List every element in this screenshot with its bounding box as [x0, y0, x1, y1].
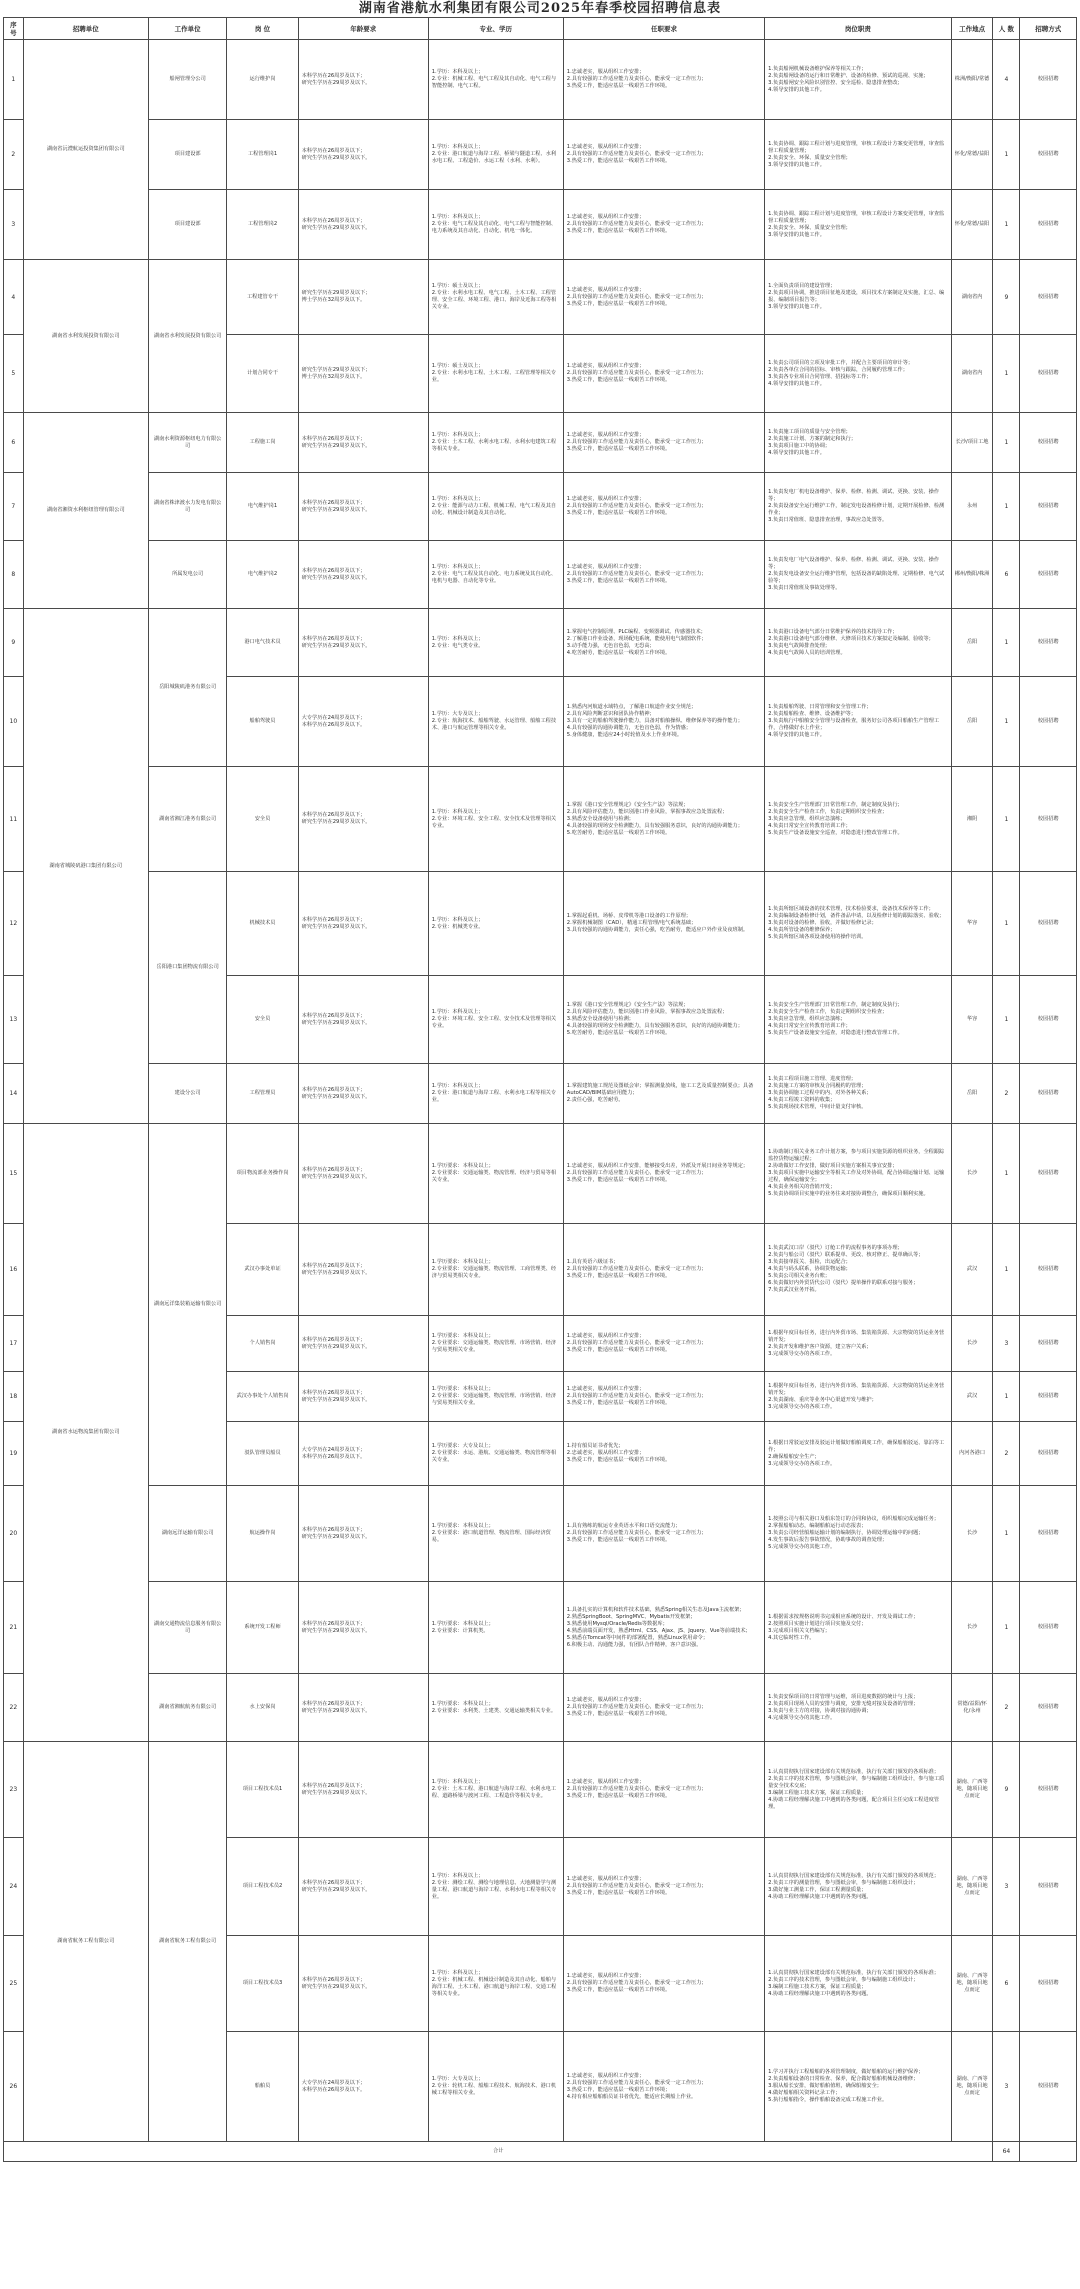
cell-headcount: 1: [993, 1582, 1020, 1674]
cell-job-duties: 1.负责安全生产管理部门日常管理工作，制定制度及执行； 2.负责安全生产检查工作，负责定期组织安全检查； 3.负责应急管理，组织应急演练； 4.负责日常安全宣传教育培训工作； 5.负责生产设备设施安全巡查，对隐患进行整改管理工作。: [765, 767, 952, 872]
cell-age-requirement: 本科学历在26周岁及以下； 研究生学历在29周岁及以下。: [298, 40, 428, 120]
cell-seq: 1: [4, 40, 24, 120]
total-row: [4, 2142, 1077, 2162]
cell-work-place: 长沙: [951, 1582, 993, 1674]
cell-work-place: 岳阳: [951, 1064, 993, 1124]
cell-post: 港口电气技术员: [227, 609, 298, 677]
cell-job-requirements: 1.熟悉内河航道水域特点，了解港口航道作业安全规范； 2.具有风险判断意识和团队协作精神； 3.具有一定的船舶驾驶操作能力，具备对船舶操纵、维修保养等的操作能力； 4.具有较强的沟通协调能力，无色盲色弱，作为情感； 5.身体健康，能适应24小时轮值及水上作业环境。: [563, 677, 764, 767]
table-row: [4, 1674, 1077, 1742]
cell-age-requirement: 本科学历在26周岁及以下； 研究生学历在29周岁及以下。: [298, 473, 428, 541]
cell-post: 运行维护岗: [227, 40, 298, 120]
cell-headcount: 1: [993, 1486, 1020, 1582]
cell-major-education: 1.学历要求：本科及以上； 2.专业要求：交通运输类、物流管理、工商管理类、经济与贸易类相关专业。: [428, 1224, 563, 1316]
cell-employer: 湖南省水利发展投资有限公司: [23, 260, 148, 413]
header-duties: 岗位职责: [765, 18, 952, 40]
cell-work-place: 长沙: [951, 1316, 993, 1372]
cell-job-requirements: 1.掌握起重机、场桥、皮带机等港口设备的工作原理； 2.掌握机械制图（CAD），精通工程管理/电气系统基础； 3.具有较强的沟通协调能力，责任心强，吃苦耐劳，能适应户外作业及夜班制。: [563, 872, 764, 976]
cell-work-place: 湘阴: [951, 767, 993, 872]
table-row: [4, 767, 1077, 872]
cell-job-requirements: 1.忠诚老实，服从组织工作安排； 2.具有较强的工作适应能力及责任心，能承受一定工作压力； 3.热爱工作，能适应基层一线艰苦工作环境。: [563, 120, 764, 190]
header-major: 专业、学历: [428, 18, 563, 40]
cell-post: 项目工程技术员1: [227, 1742, 298, 1838]
cell-age-requirement: 本科学历在26周岁及以下； 研究生学历在29周岁及以下。: [298, 190, 428, 260]
cell-age-requirement: 本科学历在26周岁及以下； 研究生学历在29周岁及以下。: [298, 872, 428, 976]
cell-headcount: 1: [993, 413, 1020, 473]
cell-headcount: 1: [993, 473, 1020, 541]
cell-headcount: 1: [993, 976, 1020, 1064]
cell-recruit-method: 校园招聘: [1020, 1224, 1077, 1316]
cell-seq: 19: [4, 1422, 24, 1486]
cell-post: 工程施工岗: [227, 413, 298, 473]
cell-work-unit: 岳阳港口集团物流有限公司: [148, 872, 227, 1064]
cell-recruit-method: 校园招聘: [1020, 1064, 1077, 1124]
cell-post: 工程建管专干: [227, 260, 298, 335]
cell-job-duties: 1.根据年度目标任务，进行内外贸市场、集装箱货源、大宗物资的货运业务营销开发； 2.负责湖南、重庆等业务中心渠道开发与维护； 3.完成领导交办的各项工作。: [765, 1372, 952, 1422]
cell-major-education: 1.学历：本科及以上； 2.专业：土木工程、水利水电工程、水利水电建筑工程等相关专业。: [428, 413, 563, 473]
cell-employer: 湖南省城陵矶港口集团有限公司: [23, 609, 148, 1124]
cell-job-duties: 1.负责发电厂机电设备维护、保养、检修、检测、调试、更换、安装、操作等； 2.负责设备安全运行维护工作，制定发电设备检修计划，定期开展检修、检测作业； 3.负责日常值班、隐患排查治理，事故应急处置等。: [765, 473, 952, 541]
cell-recruit-method: 校园招聘: [1020, 120, 1077, 190]
cell-post: 电气维护岗1: [227, 473, 298, 541]
cell-post: 电气维护岗2: [227, 541, 298, 609]
cell-job-duties: 1.负责武汉口岸（驳代）订舱工作的流程事务的事项办理； 2.负责与船公司（驳代）联系提单、更改、核对修正、提单确认等； 3.负责接单报关、报检，出运配合； 4.负责与码头联系，协调货物运输； 5.负责公司相关业务台账； 6.负责做好内外贸货代公司（驳代）提单操作的联系对接与服务； 7.负责武汉业务开拓。: [765, 1224, 952, 1316]
cell-seq: 13: [4, 976, 24, 1064]
cell-work-place: 岳阳: [951, 609, 993, 677]
cell-age-requirement: 本科学历在26周岁及以下； 研究生学历在29周岁及以下。: [298, 120, 428, 190]
cell-work-place: 株洲/衡阳/常德: [951, 40, 993, 120]
cell-age-requirement: 大专学历在24周岁及以下； 本科学历在26周岁及以下。: [298, 1422, 428, 1486]
cell-seq: 2: [4, 120, 24, 190]
cell-seq: 12: [4, 872, 24, 976]
cell-headcount: 1: [993, 767, 1020, 872]
cell-major-education: 1.学历：本科及以上； 2.专业：电气工程及其自动化、电气工程与智能控制、电力系统及其自动化、自动化、机电一体化。: [428, 190, 563, 260]
cell-job-requirements: 1.忠诚老实，服从组织工作安排； 2.具有较强的工作适应能力及责任心，能承受一定工作压力； 3.热爱工作，能适应基层一线艰苦工作环境。: [563, 1372, 764, 1422]
cell-recruit-method: 校园招聘: [1020, 1742, 1077, 1838]
cell-major-education: 1.学历：本科及以上； 2.专业：机械类专业。: [428, 872, 563, 976]
cell-work-unit: 湖南省株津渡水力发电有限公司: [148, 473, 227, 541]
cell-major-education: 1.学历要求：本科及以上； 2.专业要求：交通运输类、物流管理、市场营销、经济与贸易类相关专业。: [428, 1316, 563, 1372]
cell-headcount: 1: [993, 609, 1020, 677]
cell-work-place: 湖南、广西等地，随项目地点而定: [951, 1936, 993, 2032]
cell-recruit-method: 校园招聘: [1020, 335, 1077, 413]
table-row: [4, 541, 1077, 609]
cell-seq: 4: [4, 260, 24, 335]
header-method: 招聘方式: [1020, 18, 1077, 40]
cell-post: 项目物流部业务操作岗: [227, 1124, 298, 1224]
header-employer: 招聘单位: [23, 18, 148, 40]
cell-work-place: 湖南、广西等地，随项目地点而定: [951, 1742, 993, 1838]
cell-headcount: 1: [993, 1224, 1020, 1316]
cell-work-unit: 建设分公司: [148, 1064, 227, 1124]
cell-headcount: 9: [993, 1742, 1020, 1838]
cell-seq: 20: [4, 1486, 24, 1582]
cell-job-duties: 1.负责船闸机械设备维护保养等相关工作； 2.负责船闸设备的运行和日常维护、设备的检修、预试的巡视、实施； 3.负责船闸安全风险识别管控、安全巡检、隐患排查整改； 4.领导安排的其他工作。: [765, 40, 952, 120]
cell-headcount: 1: [993, 190, 1020, 260]
cell-recruit-method: 校园招聘: [1020, 1486, 1077, 1582]
cell-work-place: 怀化/常德/益阳: [951, 190, 993, 260]
cell-seq: 17: [4, 1316, 24, 1372]
cell-work-place: 华容: [951, 976, 993, 1064]
cell-post: 驳队管理员船员: [227, 1422, 298, 1486]
cell-age-requirement: 研究生学历在29周岁及以下； 博士学历在32周岁及以下。: [298, 335, 428, 413]
cell-post: 工程管理岗2: [227, 190, 298, 260]
cell-post: 系统开发工程师: [227, 1582, 298, 1674]
cell-employer: 湖南省湘资水利枢纽管理有限公司: [23, 413, 148, 609]
cell-job-duties: 1.负责船舶驾驶、日常管理和安全管理工作； 2.负责船舶检查、维修、设备维护等； 3.负责航行中船舶安全管理与设备检查，服务好公司各项目船舶生产管理工作，合格做好水上作业； 4.领导安排的其他工作。: [765, 677, 952, 767]
cell-job-requirements: 1.忠诚老实，服从组织工作安排； 2.具有较强的工作适应能力及责任心，能承受一定工作压力； 3.热爱工作，能适应基层一线艰苦工作环境。: [563, 335, 764, 413]
cell-age-requirement: 本科学历在26周岁及以下； 研究生学历在29周岁及以下。: [298, 1582, 428, 1674]
cell-seq: 7: [4, 473, 24, 541]
cell-work-unit: 湖南水利资源枢纽电力有限公司: [148, 413, 227, 473]
cell-headcount: 1: [993, 120, 1020, 190]
cell-work-place: 湖南、广西等地，随项目地点而定: [951, 2032, 993, 2142]
cell-job-requirements: 1.忠诚老实，服从组织工作安排； 2.具有较强的工作适应能力及责任心，能承受一定工作压力； 3.热爱工作，能适应基层一线艰苦工作环境。: [563, 413, 764, 473]
cell-job-requirements: 1.忠诚老实，服从组织工作安排； 2.具有较强的工作适应能力及责任心，能承受一定工作压力； 3.热爱工作，能适应基层一线艰苦工作环境。: [563, 1838, 764, 1936]
cell-job-duties: 1.负责公司项目的立项及审批工作，并配合主要项目的审计等； 2.负责各单位合同的招标、审核与跟踪，合同履约管理工作； 3.负责各专业项目合同管理、招投标等工作； 4.领导安排的其他工作。: [765, 335, 952, 413]
cell-job-requirements: 1.忠诚老实，服从组织工作安排； 2.具有较强的工作适应能力及责任心，能承受一定工作压力； 3.热爱工作，能适应基层一线艰苦工作环境。: [563, 541, 764, 609]
cell-age-requirement: 本科学历在26周岁及以下； 研究生学历在29周岁及以下。: [298, 1316, 428, 1372]
header-place: 工作地点: [951, 18, 993, 40]
cell-recruit-method: 校园招聘: [1020, 2032, 1077, 2142]
cell-recruit-method: 校园招聘: [1020, 677, 1077, 767]
header-age: 年龄要求: [298, 18, 428, 40]
cell-job-duties: 1.根据需求按规格说明书完成相应系统的设计、开发及调试工作； 2.按照项目实施计划进行项目实施及交付； 3.完成项目相关文档编写； 4.其它临时性工作。: [765, 1582, 952, 1674]
cell-job-duties: 1.认真贯彻执行国家建设部有关规范标准，执行有关部门颁发的各项标准； 2.负责工序的技术管理，参与图纸会审，参与编制施工组织设计； 3.编制工程施工技术方案，保证工程质量； 4.协助工程经理解决施工中遇到的各类问题。: [765, 1936, 952, 2032]
cell-age-requirement: 研究生学历在29周岁及以下； 博士学历在32周岁及以下。: [298, 260, 428, 335]
cell-recruit-method: 校园招聘: [1020, 767, 1077, 872]
cell-recruit-method: 校园招聘: [1020, 413, 1077, 473]
cell-major-education: 1.学历：本科及以上； 2.专业：测绘工程、测绘与地理信息、大地测量学与测量工程、港口航道与海岸工程、水利水电工程等相关专业。: [428, 1838, 563, 1936]
cell-job-duties: 1.负责安保项目的日常管理与运维，项目进度数据的统计与上报； 2.负责项目现场人员的安排与调度，安排无缝对接及设备的管理； 3.负责与业主方的对接，协调对接沟通协调； 4.完成领导交办的其他工作。: [765, 1674, 952, 1742]
cell-employer: 湖南省水运物流集团有限公司: [23, 1124, 148, 1742]
table-row: [4, 473, 1077, 541]
cell-work-place: 湖南省内: [951, 335, 993, 413]
cell-work-unit: 湖南远洋集装箱运输有限公司: [148, 1124, 227, 1486]
cell-recruit-method: 校园招聘: [1020, 976, 1077, 1064]
cell-job-duties: 1.负责所辖区域设备的技术管理，技术检验要求，设备技术保养等工作； 2.负责编制设备检修计划，备件备品申请，以及检修计划的跟踪落实、验收； 3.负责对设备的检修、验收，并做好检修记录； 4.负责所管设备的维修保养； 5.负责所辖区域各项设备使用的操作培训。: [765, 872, 952, 976]
cell-recruit-method: 校园招聘: [1020, 1674, 1077, 1742]
cell-work-place: 武汉: [951, 1224, 993, 1316]
cell-job-requirements: 1.掌握《港口安全管理规定》《安全生产法》等法规； 2.具有风险评估能力，能识别港口作业风险，掌握事故应急处置流程； 3.熟悉安全设备使用与检测； 4.具备较强的现场安全检测能力，具有较强服务意识，良好的沟通协调能力； 5.吃苦耐劳，能适应基层一线艰苦工作环境。: [563, 767, 764, 872]
cell-job-requirements: 1.具有熟练的航运专业英语水平和口语交流能力； 2.具有较强的工作适应能力及责任心，能承受一定工作压力； 3.热爱工作，能适应基层一线艰苦工作环境。: [563, 1486, 764, 1582]
cell-seq: 15: [4, 1124, 24, 1224]
cell-work-unit: 湖南远洋运输有限公司: [148, 1486, 227, 1582]
cell-headcount: 3: [993, 2032, 1020, 2142]
table-row: [4, 413, 1077, 473]
cell-seq: 14: [4, 1064, 24, 1124]
cell-major-education: 1.学历要求：大专及以上； 2.专业要求：水运、港航、交通运输类、物流管理等相关专业。: [428, 1422, 563, 1486]
cell-work-unit: 岳阳城陵矶港务有限公司: [148, 609, 227, 767]
cell-employer: 湖南省航务工程有限公司: [23, 1742, 148, 2142]
cell-recruit-method: 校园招聘: [1020, 1372, 1077, 1422]
cell-age-requirement: 本科学历在26周岁及以下； 研究生学历在29周岁及以下。: [298, 1486, 428, 1582]
cell-post: 武汉办事处个人销售岗: [227, 1372, 298, 1422]
cell-job-requirements: 1.具有英语六级证书； 2.具有较强的工作适应能力及责任心，能承受一定工作压力； 3.热爱工作，能适应基层一线艰苦工作环境。: [563, 1224, 764, 1316]
cell-job-requirements: 1.掌握电气控制原理、PLC编程、变频器调试、传感器技术； 2.了解港口作业设备，现场配电系统，能使用电气制图软件； 3.动手能力强，无色盲色弱，无恐高； 4.吃苦耐劳，能适应基层一线艰苦工作环境。: [563, 609, 764, 677]
cell-job-duties: 1.协助制订相关业务工作计划方案，参与项目实施货源的组织业务，全程跟踪监控货物运输过程； 2.协助做好工作安排，做好项目实施方案相关事宜安排； 3.负责项目实施中运输安全等相关工作及对外协调，配合协调运输计划、运输过程，确保运输安全； 4.负责业务相关的营销开发； 5.负责协调项目实施中的业务往来对接协调整合，确保项目顺利实施。: [765, 1124, 952, 1224]
cell-major-education: 1.学历：本科及以上； 2.专业：机械工程、机械设计制造及其自动化、船舶与海洋工程、土木工程、港口航道与海岸工程、交通工程等相关专业。: [428, 1936, 563, 2032]
cell-job-duties: 1.全面负责项目的建设管理； 2.负责项目协调，推进项目征地及建设，项目技术方案制定及实施，汇总、编报、编制项目报告等； 3.领导安排的其他工作。: [765, 260, 952, 335]
cell-age-requirement: 大专学历在24周岁及以下； 本科学历在26周岁及以下。: [298, 2032, 428, 2142]
cell-job-duties: 1.负责施工项目的质量与安全管理； 2.负责施工计划、方案的制定和执行； 3.负责项目施工中的协调； 4.领导安排的其他工作。: [765, 413, 952, 473]
cell-work-unit: 湖南省水利发展投资有限公司: [148, 260, 227, 413]
cell-age-requirement: 本科学历在26周岁及以下； 研究生学历在29周岁及以下。: [298, 976, 428, 1064]
table-row: [4, 260, 1077, 335]
cell-work-unit: 船闸管理分公司: [148, 40, 227, 120]
cell-work-unit: 湖南省航务工程有限公司: [148, 1742, 227, 2142]
cell-job-requirements: 1.忠诚老实，服从组织工作安排； 2.具有较强的工作适应能力及责任心，能承受一定工作压力； 3.热爱工作，能适应基层一线艰苦工作环境。: [563, 260, 764, 335]
cell-headcount: 1: [993, 1372, 1020, 1422]
cell-post: 工程管理员: [227, 1064, 298, 1124]
cell-work-place: 湖南省内: [951, 260, 993, 335]
cell-age-requirement: 本科学历在26周岁及以下； 研究生学历在29周岁及以下。: [298, 1742, 428, 1838]
cell-work-place: 常德/益阳/怀化/永州: [951, 1674, 993, 1742]
table-row: [4, 1742, 1077, 1838]
cell-post: 武汉办事处单证: [227, 1224, 298, 1316]
cell-seq: 9: [4, 609, 24, 677]
cell-work-unit: 湖南省湘航航务有限公司: [148, 1674, 227, 1742]
cell-job-requirements: 1.忠诚老实，服从组织工作安排； 2.具有较强的工作适应能力及责任心，能承受一定工作压力； 3.热爱工作，能适应基层一线艰苦工作环境。: [563, 1674, 764, 1742]
cell-work-unit: 项目建设部: [148, 120, 227, 190]
table-row: [4, 40, 1077, 120]
cell-work-place: 长沙/项目工地: [951, 413, 993, 473]
cell-age-requirement: 本科学历在26周岁及以下； 研究生学历在29周岁及以下。: [298, 1674, 428, 1742]
cell-headcount: 3: [993, 1838, 1020, 1936]
cell-work-place: 郴州/衡阳/株洲: [951, 541, 993, 609]
cell-work-place: 武汉: [951, 1372, 993, 1422]
cell-major-education: 1.学历：本科及以上； 2.专业：电气类专业。: [428, 609, 563, 677]
header-count: 人 数: [993, 18, 1020, 40]
cell-job-requirements: 1.忠诚老实，服从组织工作安排； 2.具有较强的工作适应能力及责任心，能承受一定工作压力； 3.热爱工作，能适应基层一线艰苦工作环境。: [563, 1742, 764, 1838]
cell-job-duties: 1.负责协调、跟踪工程计划与进度管理，审核工程设计方案变更管理，审查监督工程质量管理； 2.负责安全、环保、质量安全管理； 3.领导安排的其他工作。: [765, 190, 952, 260]
recruitment-table: [3, 17, 1077, 2162]
cell-major-education: 1.学历要求：本科及以上； 2.专业要求：交通运输类、物流管理、经济与贸易等相关专业。: [428, 1124, 563, 1224]
cell-seq: 5: [4, 335, 24, 413]
cell-seq: 23: [4, 1742, 24, 1838]
cell-recruit-method: 校园招聘: [1020, 190, 1077, 260]
cell-recruit-method: 校园招聘: [1020, 1936, 1077, 2032]
cell-major-education: 1.学历：硕士及以上； 2.专业：水利水电工程、土木工程、工程管理等相关专业。: [428, 335, 563, 413]
cell-recruit-method: 校园招聘: [1020, 1316, 1077, 1372]
cell-major-education: 1.学历要求：本科及以上； 2.专业要求：水利类、土建类、交通运输类相关专业。: [428, 1674, 563, 1742]
cell-post: 船舶驾驶员: [227, 677, 298, 767]
cell-seq: 10: [4, 677, 24, 767]
cell-recruit-method: 校园招聘: [1020, 473, 1077, 541]
cell-post: 项目工程技术员2: [227, 1838, 298, 1936]
header-post: 岗 位: [227, 18, 298, 40]
cell-major-education: 1.学历：本科及以上； 2.专业：环境工程、安全工程、安全技术及管理等相关专业。: [428, 976, 563, 1064]
cell-recruit-method: 校园招聘: [1020, 1838, 1077, 1936]
cell-work-unit: 湖南交通物流信息服务有限公司: [148, 1582, 227, 1674]
cell-headcount: 3: [993, 1316, 1020, 1372]
total-count: 64: [993, 2142, 1020, 2162]
cell-job-requirements: 1.掌握《港口安全管理规定》《安全生产法》等法规； 2.具有风险评估能力，能识别港口作业风险，掌握事故应急处置流程； 3.熟悉安全设备使用与检测； 4.具备较强的现场安全检测能力，具有较强服务意识，良好的沟通协调能力； 5.吃苦耐劳，能适应基层一线艰苦工作环境。: [563, 976, 764, 1064]
cell-age-requirement: 本科学历在26周岁及以下； 研究生学历在29周岁及以下。: [298, 1124, 428, 1224]
cell-headcount: 2: [993, 1064, 1020, 1124]
cell-major-education: 1.学历：本科及以上； 2.专业：能源与动力工程、机械工程、电气工程及其自动化、机械设计制造及其自动化。: [428, 473, 563, 541]
cell-age-requirement: 本科学历在26周岁及以下； 研究生学历在29周岁及以下。: [298, 609, 428, 677]
cell-seq: 22: [4, 1674, 24, 1742]
cell-work-place: 长沙: [951, 1124, 993, 1224]
cell-headcount: 6: [993, 1936, 1020, 2032]
cell-job-requirements: 1.持有船员证书者优先； 2.忠诚老实，服从组织工作安排； 3.热爱工作，能适应基层一线艰苦工作环境。: [563, 1422, 764, 1486]
table-row: [4, 609, 1077, 677]
cell-major-education: 1.学历：本科及以上； 2.专业：环境工程、安全工程、安全技术及管理等相关专业。: [428, 767, 563, 872]
cell-major-education: 1.学历：大专及以上； 2.专业：航海技术、船舶驾驶、水运管理、船舶工程技术、港口与航运管理等相关专业。: [428, 677, 563, 767]
table-row: [4, 1064, 1077, 1124]
cell-age-requirement: 本科学历在26周岁及以下； 研究生学历在29周岁及以下。: [298, 413, 428, 473]
cell-recruit-method: 校园招聘: [1020, 541, 1077, 609]
cell-post: 安全员: [227, 976, 298, 1064]
cell-major-education: 1.学历：大专及以上； 2.专业：轮机工程、船舶工程技术、航海技术、港口机械工程等相关专业。: [428, 2032, 563, 2142]
cell-employer: 湖南省沅澧航运投资集团有限公司: [23, 40, 148, 260]
cell-seq: 3: [4, 190, 24, 260]
cell-job-duties: 1.负责协调、跟踪工程计划与进度管理，审核工程设计方案变更管理，审查监督工程质量管理； 2.负责安全、环保、质量安全管理； 3.领导安排的其他工作。: [765, 120, 952, 190]
cell-major-education: 1.学历要求：本科及以上； 2.专业要求：港口航道管理、物流管理、国际经济贸易。: [428, 1486, 563, 1582]
cell-age-requirement: 大专学历在24周岁及以下； 本科学历在26周岁及以下。: [298, 677, 428, 767]
header-requirements: 任职要求: [563, 18, 764, 40]
cell-work-place: 岳阳: [951, 677, 993, 767]
cell-work-place: 永州: [951, 473, 993, 541]
cell-seq: 6: [4, 413, 24, 473]
cell-major-education: 1.学历：本科及以上； 2.专业：土木工程、港口航道与海岸工程、水利水电工程、道路桥梁与渡河工程、工程造价等相关专业。: [428, 1742, 563, 1838]
cell-age-requirement: 本科学历在26周岁及以下； 研究生学历在29周岁及以下。: [298, 1064, 428, 1124]
cell-job-duties: 1.负责发电厂电气设备维护、保养、检修、检测、调试、更换、安装、操作等； 2.负责发电设备安全运行维护管理，包括设备的缺陷处理、定期检修、电气试验等； 3.负责日常值班及事故处理等。: [765, 541, 952, 609]
cell-age-requirement: 本科学历在26周岁及以下； 研究生学历在29周岁及以下。: [298, 1372, 428, 1422]
cell-recruit-method: 校园招聘: [1020, 260, 1077, 335]
cell-major-education: 1.学历：硕士及以上； 2.专业：水利水电工程、电气工程、土木工程、工程管理、安全工程、环境工程、港口、海岸及近海工程等相关专业。: [428, 260, 563, 335]
cell-age-requirement: 本科学历在26周岁及以下； 研究生学历在29周岁及以下。: [298, 1224, 428, 1316]
cell-age-requirement: 本科学历在26周岁及以下； 研究生学历在29周岁及以下。: [298, 767, 428, 872]
total-label: 合计: [4, 2142, 993, 2162]
cell-job-duties: 1.按照公司与相关港口及船东签订的合同和协议，组织船舶完成运输任务； 2.掌握船舶动态，编制船舶运行动态报表； 3.负责公司经营船舶运输计划的编制执行，协调处理运输中的问题； 4.发生事故后报告事故情况，协助事故的调查处理； 5.完成领导交办的其他工作。: [765, 1486, 952, 1582]
cell-job-requirements: 1.掌握建筑施工规范及图纸会审；掌握测量放线，施工工艺及质量控制要点；具备AutoCAD/BIM基础应用能力； 2.责任心强，吃苦耐劳。: [563, 1064, 764, 1124]
cell-work-unit: 所属发电公司: [148, 541, 227, 609]
cell-seq: 25: [4, 1936, 24, 2032]
cell-headcount: 2: [993, 1674, 1020, 1742]
cell-post: 机械技术员: [227, 872, 298, 976]
cell-seq: 18: [4, 1372, 24, 1422]
cell-seq: 21: [4, 1582, 24, 1674]
cell-age-requirement: 本科学历在26周岁及以下； 研究生学历在29周岁及以下。: [298, 1838, 428, 1936]
table-header-row: [4, 18, 1077, 40]
cell-job-duties: 1.根据日常驳运安排及驳运计划做好船舶调度工作，确保船舶驳运、靠泊等工作； 2.确保船舶安全生产； 3.完成领导交办的各项工作。: [765, 1422, 952, 1486]
cell-job-requirements: 1.忠诚老实，服从组织工作安排； 2.具有较强的工作适应能力及责任心，能承受一定工作压力； 3.热爱工作，能适应基层一线艰苦工作环境。: [563, 40, 764, 120]
table-row: [4, 120, 1077, 190]
cell-work-place: 湖南、广西等地，随项目地点而定: [951, 1838, 993, 1936]
cell-recruit-method: 校园招聘: [1020, 1422, 1077, 1486]
cell-major-education: 1.学历：本科及以上； 2.专业：港口航道与海岸工程、桥梁与隧道工程、水利水电工程、工程造价、水运工程（水利、水利）。: [428, 120, 563, 190]
cell-post: 水上安保岗: [227, 1674, 298, 1742]
cell-work-place: 长沙: [951, 1486, 993, 1582]
cell-work-place: 怀化/常德/益阳: [951, 120, 993, 190]
cell-post: 船舶员: [227, 2032, 298, 2142]
cell-job-duties: 1.认真贯彻执行国家建设部有关规范标准，执行有关部门颁发的各项标准； 2.负责工序的技术管理，参与图纸会审，参与编制施工组织设计，参与施工质量安全技术交底； 3.编制工程施工技术方案，保证工程质量； 4.协助工程经理解决施工中遇到的各类问题，配合项目主任完成工程进度管理。: [765, 1742, 952, 1838]
cell-headcount: 1: [993, 1124, 1020, 1224]
cell-job-requirements: 1.忠诚老实，服从组织工作安排； 2.具有较强的工作适应能力及责任心，能承受一定工作压力； 3.热爱工作，能适应基层一线艰苦工作环境； 4.持有相应船舶船员证书者优先，能适应长期船上作业。: [563, 2032, 764, 2142]
cell-post: 项目工程技术员3: [227, 1936, 298, 2032]
table-row: [4, 190, 1077, 260]
cell-recruit-method: 校园招聘: [1020, 1582, 1077, 1674]
cell-seq: 16: [4, 1224, 24, 1316]
cell-post: 计划合同专干: [227, 335, 298, 413]
cell-post: 安全员: [227, 767, 298, 872]
cell-headcount: 1: [993, 677, 1020, 767]
cell-recruit-method: 校园招聘: [1020, 872, 1077, 976]
cell-post: 航运操作岗: [227, 1486, 298, 1582]
cell-recruit-method: 校园招聘: [1020, 609, 1077, 677]
cell-post: 工程管理岗1: [227, 120, 298, 190]
cell-age-requirement: 本科学历在26周岁及以下； 研究生学历在29周岁及以下。: [298, 541, 428, 609]
cell-job-duties: 1.学习并执行工程船舶的各项管理制度，做好船舶的运行维护保养； 2.负责船舶设备的日常检查、保养，配合做好船舶机械设备维修； 3.服从船长安排，做好船舶值班，确保船舶安全； 4.做好船舶相关资料记录工作； 5.执行船舶指令，操作船舶设备完成工程施工作业。: [765, 2032, 952, 2142]
cell-work-unit: 项目建设部: [148, 190, 227, 260]
table-row: [4, 872, 1077, 976]
cell-major-education: 1.学历：本科及以上； 2.专业：机械工程、电气工程及其自动化、电气工程与智能控制、电气工程。: [428, 40, 563, 120]
cell-major-education: 1.学历要求：本科及以上； 2.专业要求：交通运输类、物流管理、市场营销、经济与贸易类相关专业。: [428, 1372, 563, 1422]
cell-job-duties: 1.根据年度目标任务，进行内外贸市场、集装箱货源、大宗物资的货运业务营销开发； 2.负责开发和维护客户资源，建立客户关系； 3.完成领导交办的各项工作。: [765, 1316, 952, 1372]
cell-major-education: 1.学历要求：本科及以上； 2.专业要求：计算机类。: [428, 1582, 563, 1674]
header-unit: 工作单位: [148, 18, 227, 40]
cell-headcount: 1: [993, 335, 1020, 413]
cell-major-education: 1.学历：本科及以上； 2.专业：港口航道与海岸工程、水利水电工程等相关专业。: [428, 1064, 563, 1124]
table-row: [4, 1582, 1077, 1674]
cell-seq: 8: [4, 541, 24, 609]
cell-job-requirements: 1.忠诚老实，服从组织工作安排； 2.具有较强的工作适应能力及责任心，能承受一定工作压力； 3.热爱工作，能适应基层一线艰苦工作环境。: [563, 1936, 764, 2032]
cell-headcount: 4: [993, 40, 1020, 120]
cell-seq: 24: [4, 1838, 24, 1936]
table-row: [4, 1124, 1077, 1224]
table-body: [4, 40, 1077, 2162]
cell-job-requirements: 1.忠诚老实，服从组织工作安排； 2.具有较强的工作适应能力及责任心，能承受一定工作压力； 3.热爱工作，能适应基层一线艰苦工作环境。: [563, 473, 764, 541]
cell-post: 个人销售岗: [227, 1316, 298, 1372]
cell-job-duties: 1.负责安全生产管理部门日常管理工作，制定制度及执行； 2.负责安全生产检查工作，负责定期组织安全检查； 3.负责应急管理，组织应急演练； 4.负责日常安全宣传教育培训工作； 5.负责生产设备设施安全巡查，对隐患进行整改管理工作。: [765, 976, 952, 1064]
cell-recruit-method: 校园招聘: [1020, 1124, 1077, 1224]
cell-major-education: 1.学历：本科及以上； 2.专业：电气工程及其自动化、电力系统及其自动化、电机与电器、自动化等专业。: [428, 541, 563, 609]
cell-seq: 11: [4, 767, 24, 872]
cell-job-requirements: 1.忠诚老实，服从组织工作安排； 2.具有较强的工作适应能力及责任心，能承受一定工作压力； 3.热爱工作，能适应基层一线艰苦工作环境。: [563, 1316, 764, 1372]
header-seq: 序号: [4, 18, 24, 40]
cell-headcount: 1: [993, 872, 1020, 976]
cell-job-duties: 1.负责工程项目施工管理、进度管理； 2.负责施工方案的审核及合同履约的管理； 3.负责协调施工过程中的内、对外各种关系； 4.负责工程竣工资料的收集； 5.负责现场技术管理，中间计量支付审核。: [765, 1064, 952, 1124]
cell-headcount: 6: [993, 541, 1020, 609]
cell-job-requirements: 1.具备扎实的计算机和软件技术基础，熟悉Spring相关生态及Java主流框架； 2.熟悉SpringBoot、SpringMVC、Mybatis开发框架； 3.熟悉使用Mysql/Oracle/Redis等数据库； 4.熟悉前端页面开发，熟悉Html、CSS、Ajax、JS、Jquery、Vue等前端技术； 5.熟悉在Tomcat等中间件的部署配置，熟悉Linux常用命令； 6.积极主动、沟通能力强，有团队合作精神，客户意识强。: [563, 1582, 764, 1674]
cell-job-duties: 1.认真贯彻执行国家建设部有关规范标准，执行有关部门颁发的各项规范； 2.负责工序的测量管理，参与图纸会审，参与编制施工组织设计； 3.做好施工测量工作，保证工程测量质量； 4.协助工程经理解决施工中遇到的各类问题。: [765, 1838, 952, 1936]
cell-age-requirement: 本科学历在26周岁及以下； 研究生学历在29周岁及以下。: [298, 1936, 428, 2032]
cell-work-place: 华容: [951, 872, 993, 976]
total-blank: [1020, 2142, 1077, 2162]
cell-job-requirements: 1.忠诚老实，服从组织工作安排，能够接受出差，外派及开展日间业务等规定； 2.具有较强的工作适应能力及责任心，能承受一定工作压力； 3.热爱工作，能适应基层一线艰苦工作环境。: [563, 1124, 764, 1224]
cell-recruit-method: 校园招聘: [1020, 40, 1077, 120]
cell-job-requirements: 1.忠诚老实，服从组织工作安排； 2.具有较强的工作适应能力及责任心，能承受一定工作压力； 3.热爱工作，能适应基层一线艰苦工作环境。: [563, 190, 764, 260]
cell-job-duties: 1.负责港口设备电气部分日常维护保养的技术指导工作； 2.负责港口设备电气部分维修、大修项目技术方案拟定及编制、验收等； 3.负责电气故障排查处理； 4.负责电气故障人员的培训管理。: [765, 609, 952, 677]
cell-headcount: 2: [993, 1422, 1020, 1486]
cell-work-place: 内河各港口: [951, 1422, 993, 1486]
cell-seq: 26: [4, 2032, 24, 2142]
cell-work-unit: 湖南省湘江港务有限公司: [148, 767, 227, 872]
table-row: [4, 1486, 1077, 1582]
page-title: 湖南省港航水利集团有限公司2025年春季校园招聘信息表: [358, 1, 722, 16]
cell-headcount: 9: [993, 260, 1020, 335]
